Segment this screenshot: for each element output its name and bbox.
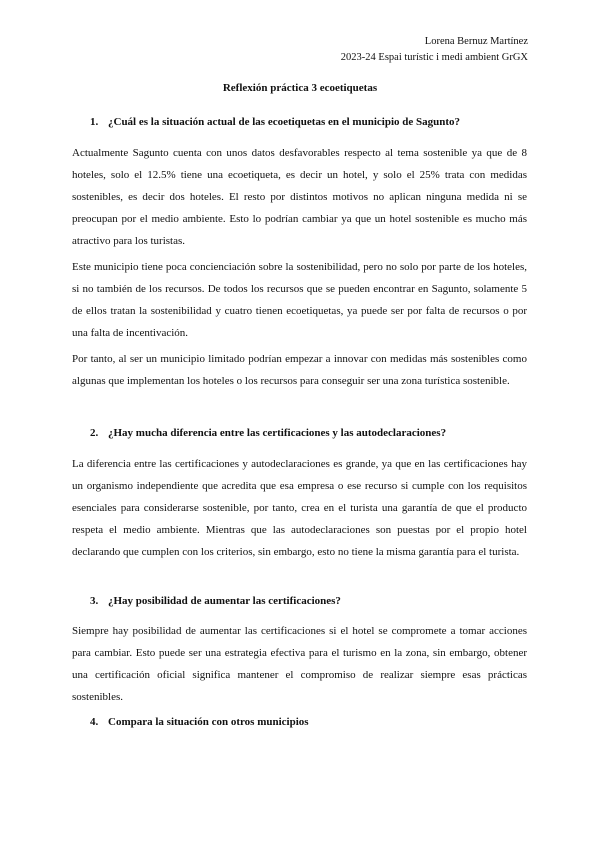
section-1-number: 1.: [90, 116, 99, 128]
section-4-title: Compara la situación con otros municipios: [108, 716, 309, 728]
document-header: [341, 34, 528, 66]
section-1-paragraph-3: Por tanto, al ser un municipio limitado podrían empezar a innovar con medidas más sostenibles como algunas que implementan los hoteles o los recursos para conseguir ser una zona turística sostenible.: [72, 353, 527, 387]
section-3-title: ¿Hay posibilidad de aumentar las certificaciones?: [108, 595, 341, 607]
section-3-paragraph-1: Siempre hay posibilidad de aumentar las certificaciones si el hotel se compromete a tomar acciones para cambiar. Esto puede ser una estrategia efectiva para el turismo en la zona, sin embargo, obtener una certificación oficial significa mantener el compromiso de realizar siempre esas prácticas sostenibles.: [72, 625, 527, 703]
section-2-number: 2.: [90, 427, 99, 439]
section-1-paragraph-1: Actualmente Sagunto cuenta con unos datos desfavorables respecto al tema sostenible ya que de 8 hoteles, solo el 12.5% tiene una ecoetiqueta, es decir un hotel, y solo el 25% trata con medidas sostenibles, es decir dos hoteles. El resto por distintos motivos no aplican ninguna medida ni se preocupan por el medio ambiente. Esto lo podrían cambiar ya que un hotel sostenible es mucho más atractivo para los turistas.: [72, 147, 527, 247]
document-title: Reflexión práctica 3 ecoetiquetas: [222, 82, 378, 94]
section-4-heading: [90, 714, 528, 730]
section-1-title: ¿Cuál es la situación actual de las ecoetiquetas en el municipio de Sagunto?: [108, 116, 461, 128]
section-1-heading: [90, 114, 528, 130]
section-2-paragraph-1: La diferencia entre las certificaciones y autodeclaraciones es grande, ya que en las certificaciones hay un organismo independiente que acredita que esa empresa o ese recurso si cumple con los requisitos esenciales para considerarse sostenible, por tanto, crea en el turista una garantía de que el producto respeta el medio ambiente. Mientras que las autodeclaraciones son puestas por el propio hotel declarando que cumplen con los criterios, sin embargo, esto no tiene la misma garantía para el turista.: [72, 458, 527, 558]
section-2-title: ¿Hay mucha diferencia entre las certificaciones y las autodeclaraciones?: [108, 427, 447, 439]
section-3-heading: [90, 593, 528, 609]
section-4-number: 4.: [90, 716, 99, 728]
author-name: Lorena Bernuz Martínez: [424, 36, 528, 47]
section-3-number: 3.: [90, 595, 99, 607]
section-2-heading: [90, 425, 528, 441]
section-1-paragraph-2: Este municipio tiene poca concienciación sobre la sostenibilidad, pero no solo por parte de los hoteles, si no también de los recursos. De todos los recursos que se pueden encontrar en Sagunto, solamente 5 de ellos tratan la sostenibilidad y cuatro tienen ecoetiquetas, ya puede ser por falta de recursos o por una falta de incentivación.: [72, 261, 527, 339]
course-name: 2023-24 Espai turístic i medi ambient GrGX: [340, 52, 528, 63]
